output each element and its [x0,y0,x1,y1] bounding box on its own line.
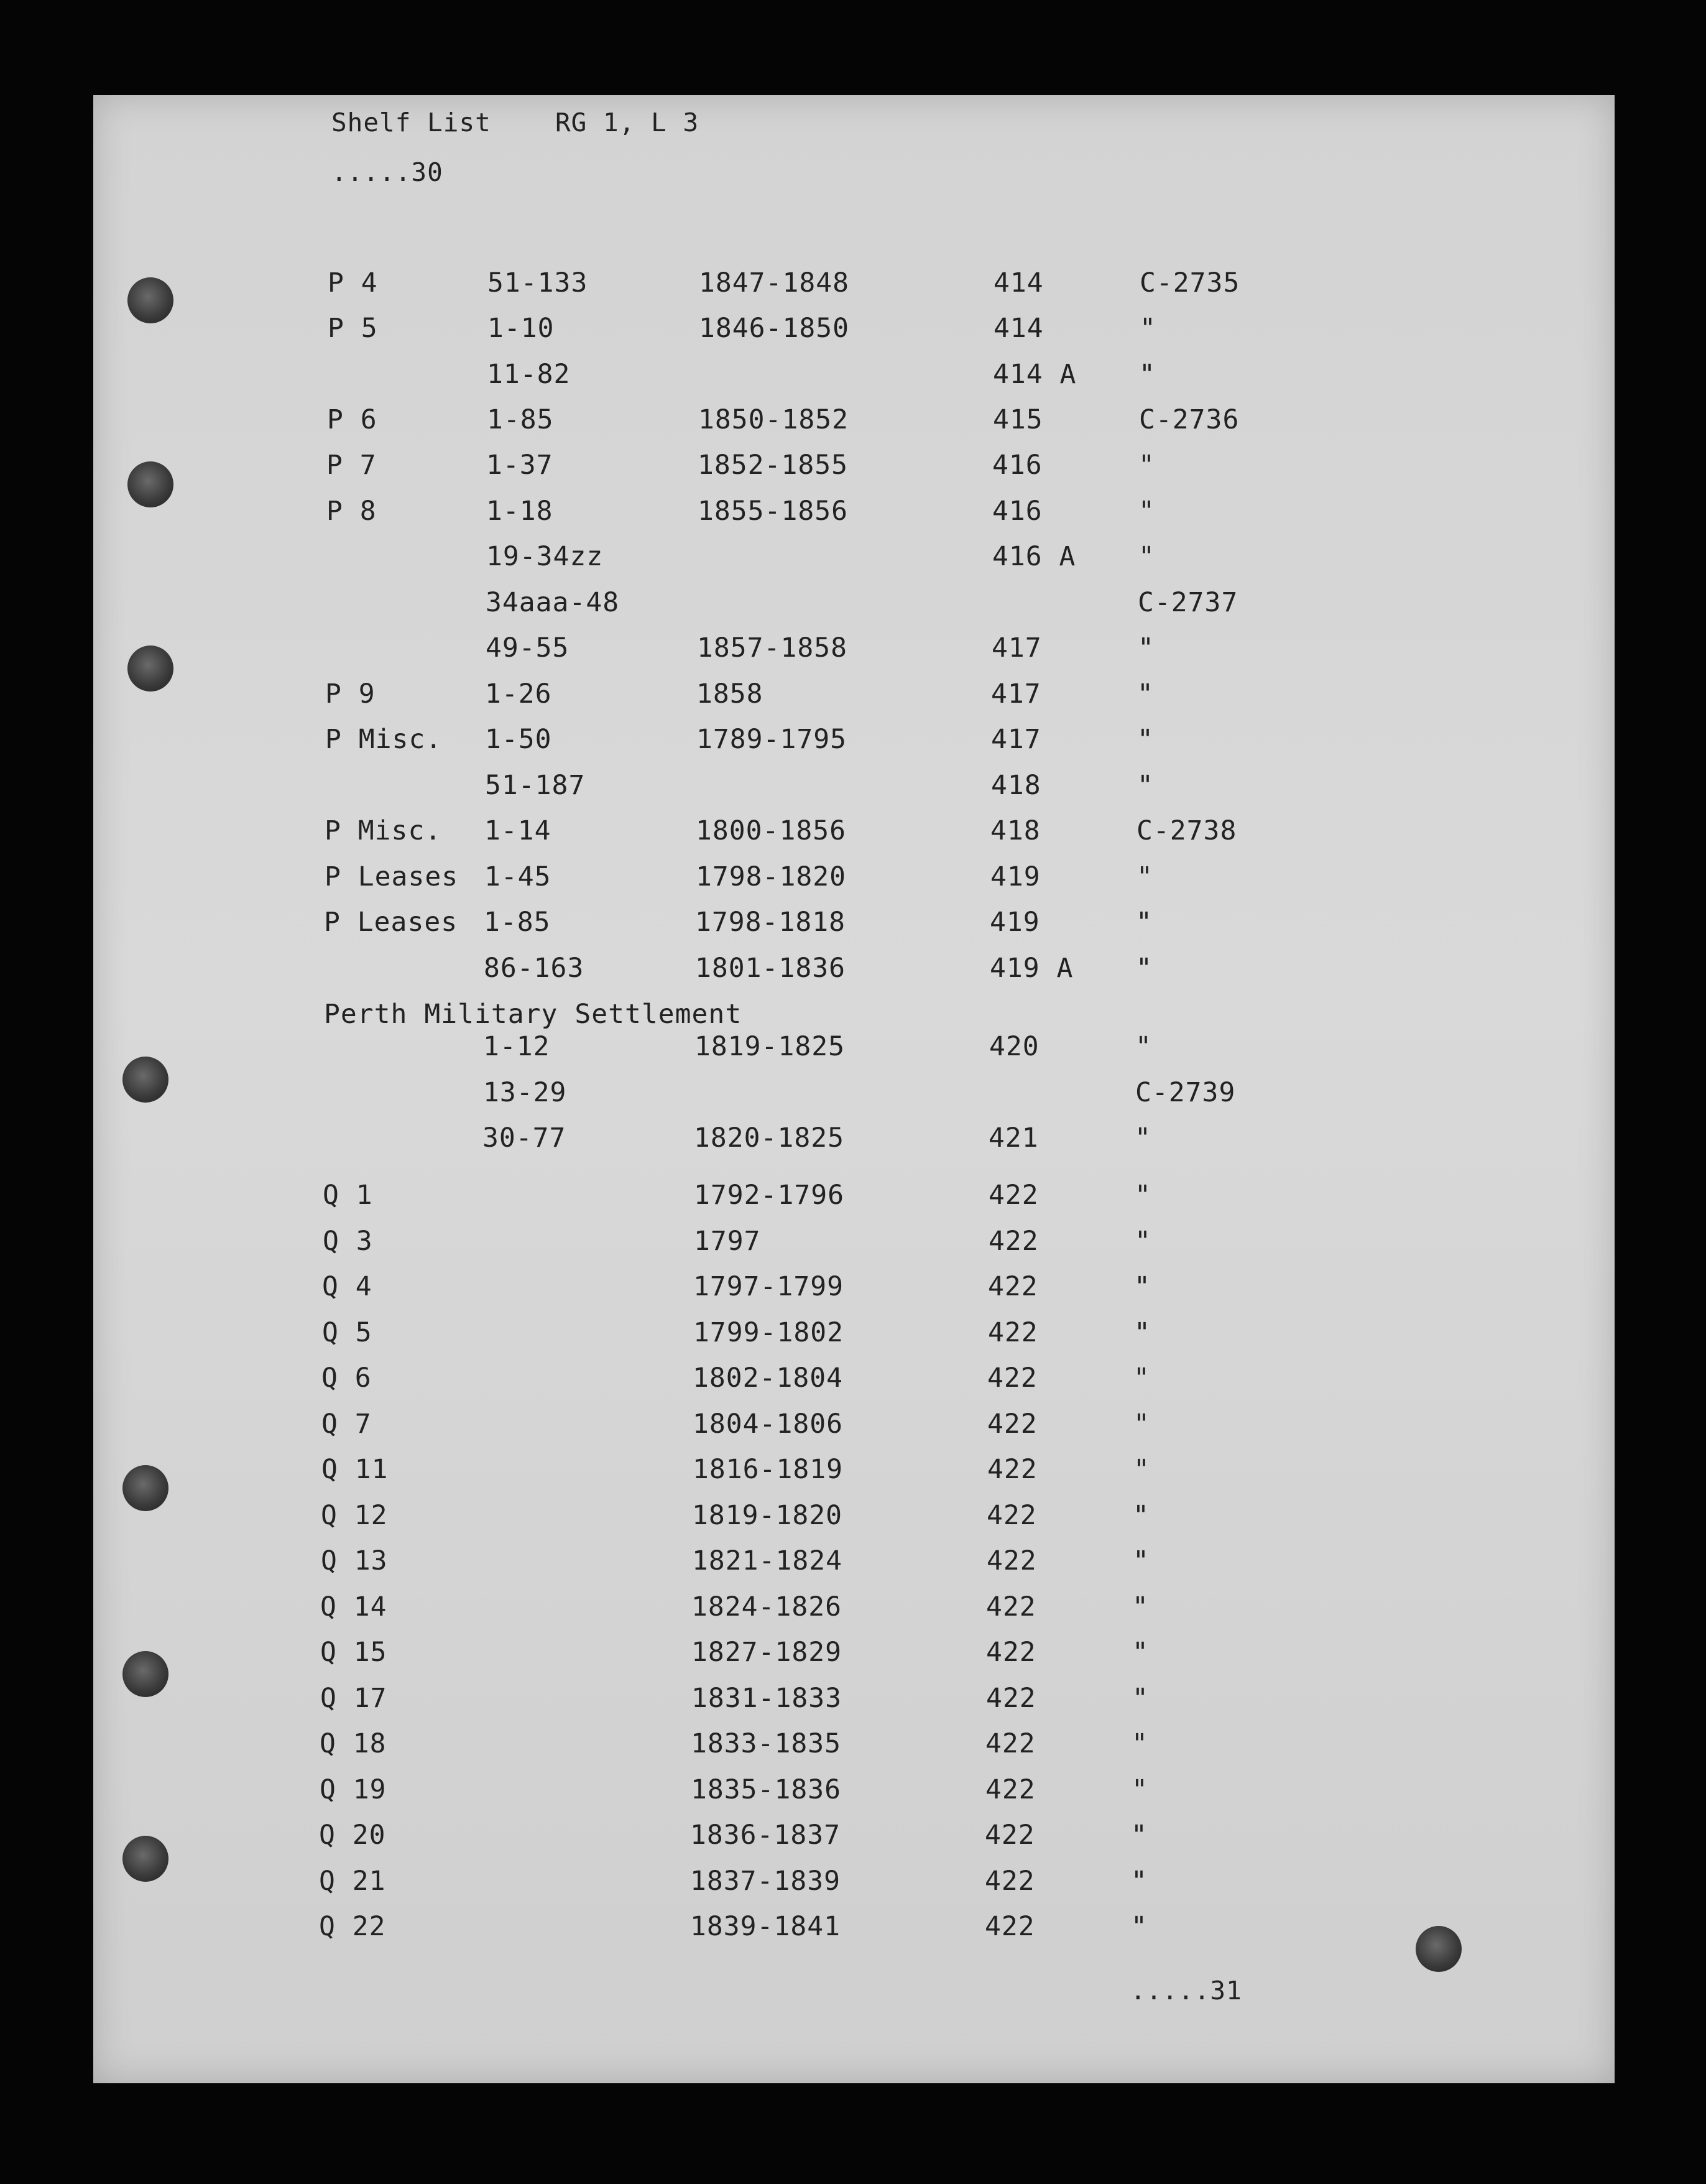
row-dates: 1836-1837 [690,1820,841,1851]
row-vol: 419 [990,861,1041,892]
row-dates: 1798-1818 [695,907,846,938]
row-reel: " [1132,1774,1148,1805]
row-vol: 422 [985,1911,1035,1942]
punch-hole [1416,1926,1462,1972]
row-vol: 422 [986,1637,1036,1668]
row-reel: " [1133,1454,1150,1485]
row-vol: 417 [991,724,1041,755]
row-reel: " [1134,1271,1151,1302]
row-vol: 422 [987,1363,1038,1394]
row-items: 1-85 [484,907,551,938]
row-series: P 6 [327,404,377,435]
row-items: 1-26 [485,678,552,710]
row-items: 1-85 [487,404,554,435]
row-series: P 4 [328,267,378,298]
row-reel: " [1136,907,1153,938]
row-reel: " [1140,313,1156,344]
row-reel: " [1133,1409,1150,1440]
row-dates: 1858 [696,678,763,710]
row-vol: 419 A [990,953,1074,984]
row-vol: 422 [987,1409,1038,1440]
row-dates: 1852-1855 [698,450,848,481]
previous-page-reference: .....30 [331,157,443,187]
row-vol: 418 [990,815,1041,846]
row-reel: " [1131,1820,1148,1851]
row-reel: C-2739 [1135,1077,1236,1108]
row-dates: 1804-1806 [693,1409,843,1440]
row-reel: " [1135,1226,1151,1257]
punch-hole [127,461,173,507]
row-dates: 1837-1839 [690,1866,841,1897]
row-reel: " [1138,541,1155,572]
punch-hole [122,1651,168,1697]
row-vol: 422 [988,1317,1038,1348]
row-vol: 419 [990,907,1040,938]
row-dates: 1819-1825 [694,1031,845,1062]
row-dates: 1833-1835 [691,1728,841,1759]
row-series: Q 22 [319,1911,386,1942]
row-reel: " [1133,1363,1150,1394]
row-vol: 422 [985,1774,1036,1805]
row-series: Q 21 [319,1866,386,1897]
row-reel: C-2738 [1137,815,1237,846]
row-reel: " [1136,953,1153,984]
row-vol: 422 [985,1866,1035,1897]
row-reel: " [1133,1500,1150,1531]
row-dates: 1824-1826 [691,1591,842,1622]
row-dates: 1797-1799 [693,1271,844,1302]
row-series: Q 1 [323,1180,373,1211]
row-series: P Misc. [325,815,442,846]
record-group-label: RG 1, L 3 [555,108,699,137]
row-items: 30-77 [482,1122,566,1154]
row-series: Q 15 [320,1637,387,1668]
row-vol: 422 [985,1728,1036,1759]
row-vol: 416 [992,450,1043,481]
row-vol: 421 [989,1122,1039,1154]
row-items: 34aaa-48 [486,587,620,618]
row-reel: C-2737 [1138,587,1238,618]
row-reel: " [1131,1911,1148,1942]
row-series: P 9 [325,678,376,710]
row-series: P Misc. [325,724,443,755]
row-vol: 414 [994,313,1044,344]
row-vol: 417 [992,632,1042,664]
row-dates: 1801-1836 [695,953,846,984]
row-vol: 422 [987,1545,1037,1576]
shelf-list-label: Shelf List [331,108,491,137]
row-series: Q 7 [321,1409,372,1440]
row-vol: 422 [986,1683,1036,1714]
row-vol: 414 [994,267,1044,298]
row-dates: 1799-1802 [693,1317,844,1348]
row-items: 13-29 [483,1077,567,1108]
row-dates: 1820-1825 [694,1122,844,1154]
row-dates: 1839-1841 [690,1911,841,1942]
next-page-reference: .....31 [1130,1976,1242,2006]
row-series: Perth Military Settlement [324,999,742,1030]
row-items: 1-37 [486,450,553,481]
row-vol: 422 [985,1820,1035,1851]
row-series: P Leases [324,907,458,938]
row-items: 86-163 [484,953,584,984]
row-vol: 422 [989,1180,1039,1211]
row-reel: " [1139,359,1156,390]
row-dates: 1846-1850 [699,313,849,344]
row-reel: " [1131,1866,1148,1897]
row-dates: 1831-1833 [691,1683,842,1714]
row-series: Q 14 [320,1591,387,1622]
row-series: Q 5 [322,1317,372,1348]
row-series: P 7 [326,450,377,481]
row-vol: 415 [993,404,1043,435]
row-reel: " [1132,1637,1149,1668]
row-items: 51-133 [487,267,588,298]
punch-hole [122,1836,168,1882]
row-dates: 1821-1824 [692,1545,842,1576]
row-reel: " [1135,1122,1151,1154]
row-dates: 1798-1820 [696,861,846,892]
row-reel: C-2735 [1140,267,1240,298]
row-vol: 422 [986,1591,1036,1622]
row-dates: 1800-1856 [696,815,846,846]
row-items: 1-14 [484,815,551,846]
row-reel: " [1138,496,1155,527]
row-reel: C-2736 [1139,404,1240,435]
row-reel: " [1137,678,1154,710]
row-reel: " [1135,1180,1151,1211]
row-dates: 1850-1852 [698,404,849,435]
row-vol: 416 A [992,541,1076,572]
row-vol: 417 [991,678,1041,710]
row-vol: 422 [989,1226,1039,1257]
row-reel: " [1132,1728,1148,1759]
row-series: Q 4 [322,1271,372,1302]
row-items: 1-50 [485,724,552,755]
row-reel: " [1137,861,1153,892]
row-reel: " [1132,1683,1149,1714]
row-series: Q 17 [320,1683,387,1714]
row-items: 1-10 [487,313,555,344]
row-reel: " [1135,1031,1152,1062]
row-items: 19-34zz [486,541,604,572]
row-vol: 422 [987,1454,1038,1485]
row-dates: 1847-1848 [699,267,849,298]
punch-hole [122,1057,168,1103]
row-series: Q 12 [321,1500,388,1531]
row-dates: 1792-1796 [694,1180,844,1211]
row-dates: 1857-1858 [697,632,847,664]
row-vol: 414 A [993,359,1077,390]
punch-hole [127,277,173,323]
row-series: Q 13 [321,1545,388,1576]
row-reel: " [1137,770,1154,801]
row-dates: 1835-1836 [691,1774,841,1805]
row-series: Q 11 [321,1454,389,1485]
row-series: Q 6 [321,1363,372,1394]
row-items: 49-55 [486,632,569,664]
row-series: P Leases [325,861,459,892]
row-dates: 1797 [694,1226,761,1257]
row-dates: 1855-1856 [698,496,848,527]
row-dates: 1827-1829 [691,1637,842,1668]
row-series: Q 20 [319,1820,386,1851]
punch-hole [127,645,173,692]
row-dates: 1789-1795 [696,724,847,755]
row-series: Q 18 [320,1728,387,1759]
row-series: Q 3 [323,1226,373,1257]
row-vol: 416 [992,496,1043,527]
row-vol: 422 [987,1500,1037,1531]
row-reel: " [1132,1591,1149,1622]
row-reel: " [1134,1317,1151,1348]
row-reel: " [1133,1545,1150,1576]
row-reel: " [1137,724,1154,755]
row-series: Q 19 [320,1774,387,1805]
row-reel: " [1138,632,1155,664]
row-dates: 1802-1804 [693,1363,843,1394]
row-vol: 422 [988,1271,1038,1302]
row-items: 1-12 [483,1031,550,1062]
row-items: 51-187 [485,770,586,801]
row-series: P 8 [326,496,377,527]
row-dates: 1819-1820 [692,1500,842,1531]
row-vol: 418 [991,770,1041,801]
row-items: 11-82 [487,359,571,390]
row-series: P 5 [328,313,378,344]
row-dates: 1816-1819 [693,1454,843,1485]
row-reel: " [1138,450,1155,481]
row-vol: 420 [989,1031,1040,1062]
punch-hole [122,1465,168,1511]
row-items: 1-45 [484,861,551,892]
row-items: 1-18 [486,496,553,527]
